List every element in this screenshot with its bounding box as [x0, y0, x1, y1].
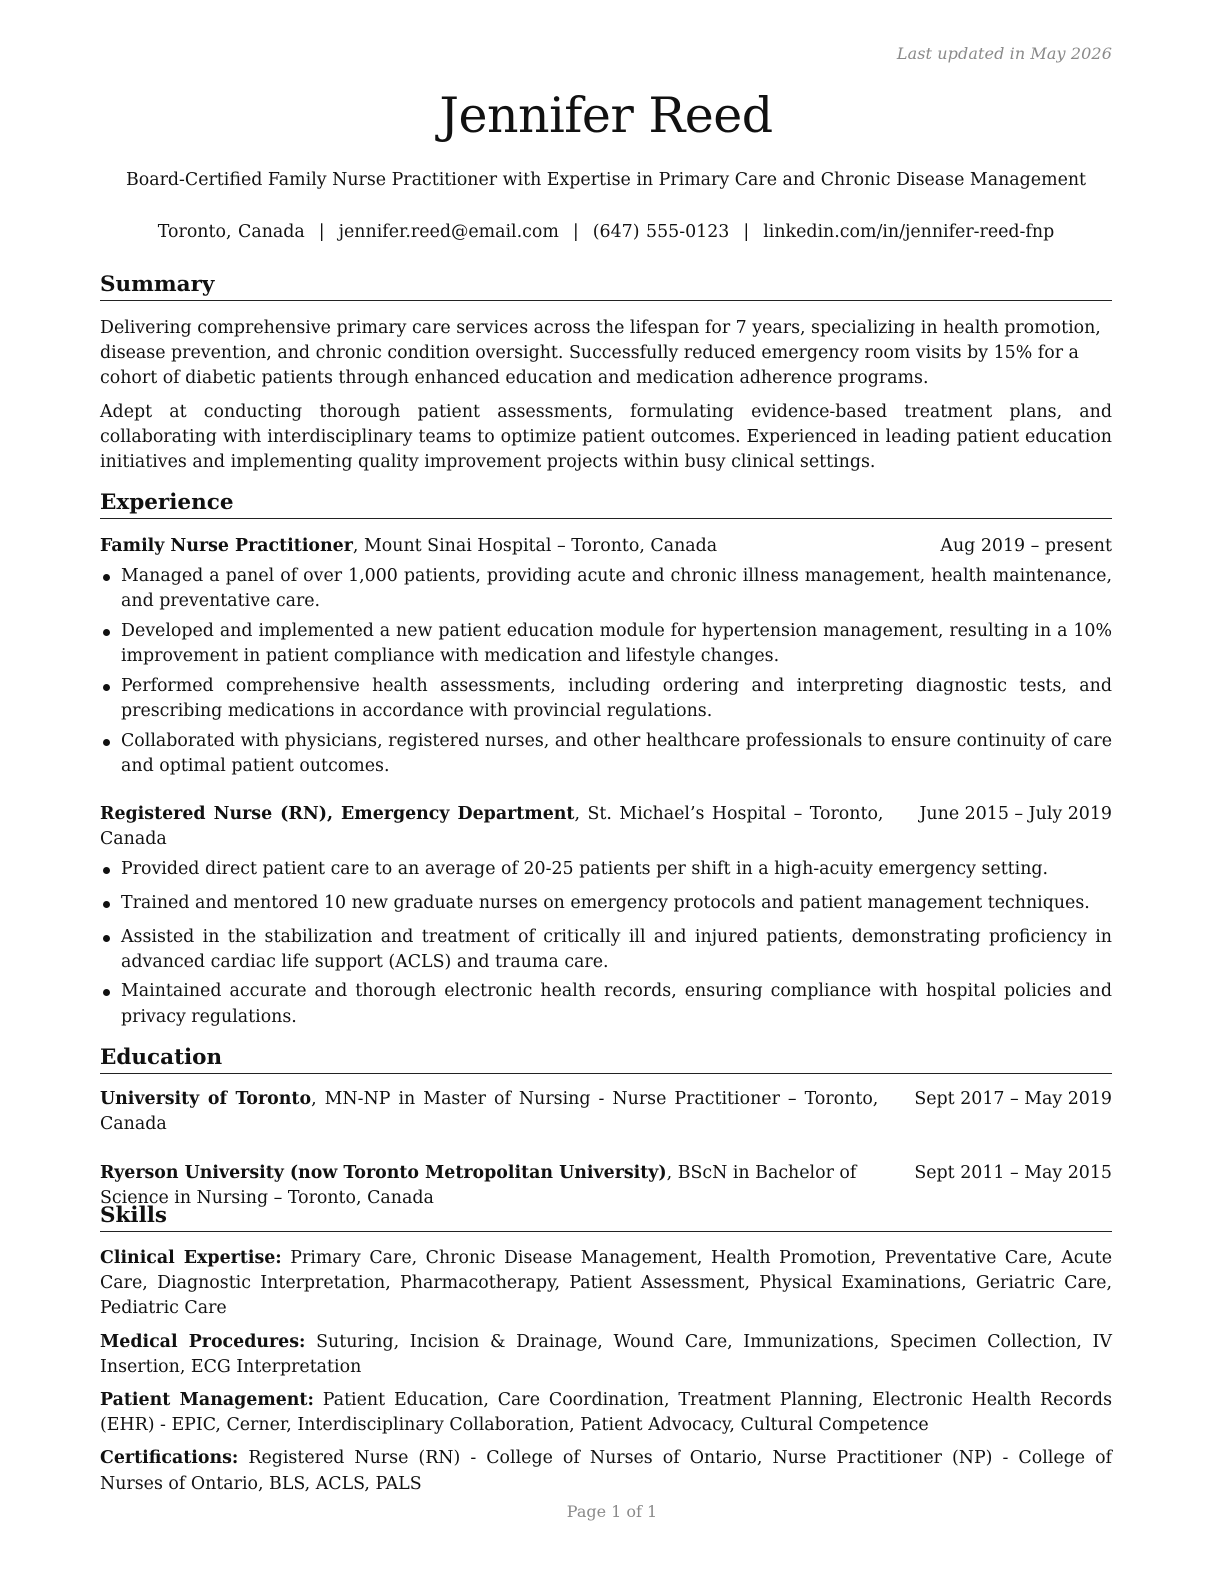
summary-paragraph: Adept at conducting thorough patient assessments, formulating evidence-based treatment plans, and collaborating with interdisciplinary teams to optimize patient outcomes. Experienced in leading patient education initiatives and implementing quality improvement projects within busy clinical settings. — [100, 401, 1112, 473]
job-header — [100, 534, 1112, 559]
skill-group — [100, 1446, 1112, 1496]
skill-list: Suturing, Incision & Drainage, Wound Care, Immunizations, Specimen Collection, IV Insertion, ECG Interpretation — [100, 1331, 1112, 1377]
section-title: Education — [100, 1045, 1112, 1074]
bullet-icon — [103, 901, 110, 908]
job-bullets — [100, 564, 1112, 779]
job-entry — [100, 802, 1112, 1030]
bullet-icon — [103, 989, 110, 996]
candidate-name: Jennifer Reed — [439, 87, 773, 144]
skill-label: Clinical Expertise: — [100, 1248, 282, 1268]
school-name: Ryerson University (now Toronto Metropolitan University) — [100, 1163, 667, 1183]
job-organization: , Mount Sinai Hospital – Toronto, Canada — [352, 536, 718, 556]
job-dates: June 2015 – July 2019 — [919, 804, 1112, 825]
school-name: University of Toronto — [100, 1089, 312, 1109]
list-item: Collaborated with physicians, registered nurses, and other healthcare professionals to ensure continuity of care and optimal patient outcomes. — [100, 729, 1112, 779]
list-item: Maintained accurate and thorough electronic health records, ensuring compliance with hospital policies and privacy regulations. — [100, 979, 1112, 1029]
job-organization: , St. Michael’s Hospital – Toronto, Canada — [100, 804, 884, 850]
skill-label: Medical Procedures: — [100, 1331, 306, 1352]
job-entry — [100, 534, 1112, 779]
experience-section — [100, 490, 1112, 1030]
skill-list: Primary Care, Chronic Disease Management, Health Promotion, Preventative Care, Acute Care, Diagnostic Interpretation, Pharmacotherapy, Patient Assessment, Physical Examinations, Geriatric Care, Pediatric Care — [100, 1248, 1112, 1319]
job-role: Registered Nurse (RN), Emergency Department — [100, 804, 575, 825]
list-item: Trained and mentored 10 new graduate nurses on emergency protocols and patient management techniques. — [100, 891, 1112, 916]
list-item: Developed and implemented a new patient education module for hypertension management, resulting in a 10% improvement in patient compliance with medication and lifestyle changes. — [100, 619, 1112, 669]
education-dates: Sept 2017 – May 2019 — [914, 1089, 1112, 1109]
bullet-icon — [103, 935, 110, 942]
education-entry — [100, 1087, 1112, 1137]
skills-section — [100, 1203, 1112, 1497]
section-title: Experience — [100, 490, 1112, 519]
contact-separator: | — [743, 222, 750, 242]
contact-location: Toronto, Canada — [157, 222, 305, 242]
list-item: Assisted in the stabilization and treatment of critically ill and injured patients, demonstrating proficiency in advanced cardiac life support (ACLS) and trauma care. — [100, 925, 1112, 975]
job-dates: Aug 2019 – present — [940, 536, 1112, 556]
summary-paragraph: Delivering comprehensive primary care services across the lifespan for 7 years, specializing in health promotion, disease prevention, and chronic condition oversight. Successfully reduced emergency room visits by 15% for a cohort of diabetic patients through enhanced education and medication adherence programs. — [100, 318, 1101, 389]
skill-group — [100, 1388, 1112, 1438]
list-item: Provided direct patient care to an average of 20-25 patients per shift in a high-acuity emergency setting. — [100, 857, 1112, 882]
contact-email[interactable]: jennifer.reed@email.com — [338, 222, 559, 242]
contact-phone[interactable]: (647) 555-0123 — [592, 222, 730, 242]
job-title — [100, 802, 919, 852]
bullet-icon — [103, 684, 110, 691]
summary-section — [100, 272, 1112, 475]
section-title: Summary — [100, 272, 1112, 301]
education-dates: Sept 2011 – May 2015 — [914, 1163, 1112, 1183]
section-title: Skills — [100, 1203, 1112, 1232]
job-bullets — [100, 857, 1112, 1030]
degree-detail: , BScN in Bachelor of Science in Nursing – Toronto, Canada — [100, 1163, 857, 1208]
list-item: Performed comprehensive health assessments, including ordering and interpreting diagnostic tests, and prescribing medications in accordance with provincial regulations. — [100, 674, 1112, 724]
education-section — [100, 1045, 1112, 1211]
bullet-icon — [103, 629, 110, 636]
skill-label: Certifications: — [100, 1448, 239, 1469]
skill-label: Patient Management: — [100, 1390, 314, 1411]
education-title — [100, 1087, 914, 1137]
bullet-icon — [103, 867, 110, 874]
job-title — [100, 534, 940, 559]
bullet-icon — [103, 574, 110, 581]
list-item: Managed a panel of over 1,000 patients, providing acute and chronic illness management, health maintenance, and preventative care. — [100, 564, 1112, 614]
contact-separator: | — [318, 222, 325, 242]
skill-list: Patient Education, Care Coordination, Treatment Planning, Electronic Health Records (EHR) - EPIC, Cerner, Interdisciplinary Collaboration, Patient Advocacy, Cultural Competence — [100, 1390, 1112, 1436]
headline: Board-Certified Family Nurse Practitioner with Expertise in Primary Care and Chronic Disease Management — [125, 170, 1087, 190]
contact-linkedin[interactable]: linkedin.com/in/jennifer-reed-fnp — [763, 222, 1055, 242]
degree-detail: , MN-NP in Master of Nursing - Nurse Practitioner – Toronto, Canada — [100, 1089, 879, 1134]
bullet-icon — [103, 739, 110, 746]
skill-group — [100, 1330, 1112, 1380]
contact-line — [100, 220, 1112, 244]
last-updated: Last updated in May 2026 — [896, 44, 1112, 63]
page-number: Page 1 of 1 — [566, 1502, 658, 1521]
skill-list: Registered Nurse (RN) - College of Nurses of Ontario, Nurse Practitioner (NP) - College of Nurses of Ontario, BLS, ACLS, PALS — [100, 1448, 1112, 1494]
contact-separator: | — [572, 222, 579, 242]
skill-group — [100, 1246, 1112, 1322]
job-role: Family Nurse Practitioner — [100, 536, 353, 556]
job-header — [100, 802, 1112, 852]
